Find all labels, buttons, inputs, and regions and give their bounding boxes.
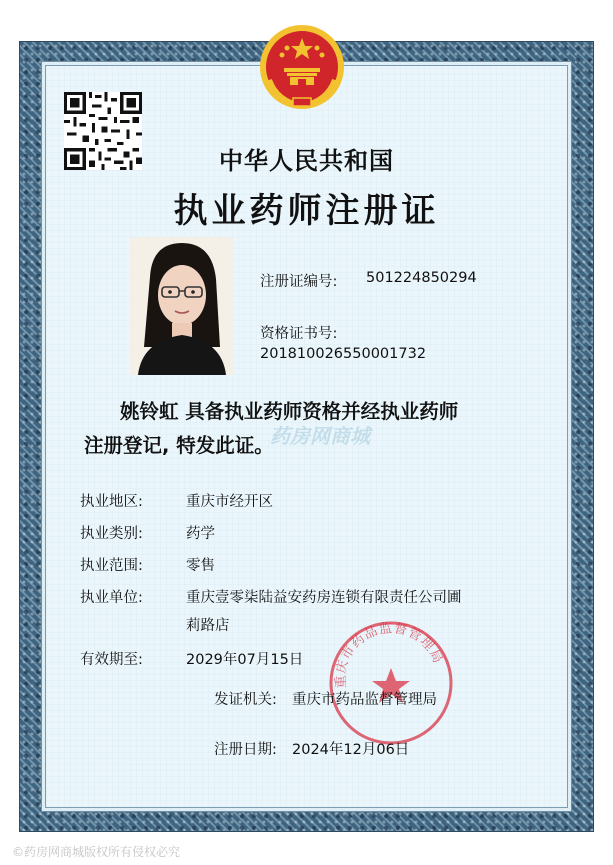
category-label: 执业类别: <box>80 526 143 542</box>
statement-line-2: 注册登记, 特发此证。 <box>84 434 274 457</box>
qual-no-label: 资格证书号: <box>260 326 338 342</box>
reg-no-value: 501224850294 <box>366 270 477 286</box>
seal-text: 重庆市药品监督管理局 <box>333 621 446 689</box>
certificate-title: 执业药师注册证 <box>173 191 440 231</box>
issuer-value: 重庆市药品监督管理局 <box>292 692 437 708</box>
certification-statement <box>84 395 554 463</box>
official-seal-icon <box>326 618 456 748</box>
scope-value: 零售 <box>186 558 215 574</box>
qual-no-value: 20181002655000173​2 <box>260 346 427 362</box>
valid-until-value: 2029年07月15日 <box>186 652 304 668</box>
statement-line-1: 姚铃虹 具备执业药师资格并经执业药师 <box>120 400 459 423</box>
employer-label: 执业单位: <box>80 590 143 606</box>
valid-until-label: 有效期至: <box>80 652 143 668</box>
category-value: 药学 <box>186 526 215 542</box>
watermark-text: 药房网商城 <box>270 424 370 448</box>
holder-photo <box>130 237 234 375</box>
scope-label: 执业范围: <box>80 558 143 574</box>
employer-value: 重庆壹零柒陆益安药房连锁有限责任公司圃 <box>186 590 462 606</box>
national-emblem-icon <box>257 22 347 112</box>
reg-date-label: 注册日期: <box>214 742 277 758</box>
issuer-label: 发证机关: <box>214 692 277 708</box>
reg-date-value: 2024年12月06日 <box>292 742 410 758</box>
country-title: 中华人民共和国 <box>219 147 394 175</box>
region-label: 执业地区: <box>80 494 143 510</box>
copyright-watermark: ©药房网商城版权所有侵权必究 <box>12 845 181 859</box>
reg-no-label: 注册证编号: <box>260 274 338 290</box>
region-value: 重庆市经开区 <box>186 494 273 510</box>
employer-value-line2: 莉路店 <box>186 618 230 634</box>
